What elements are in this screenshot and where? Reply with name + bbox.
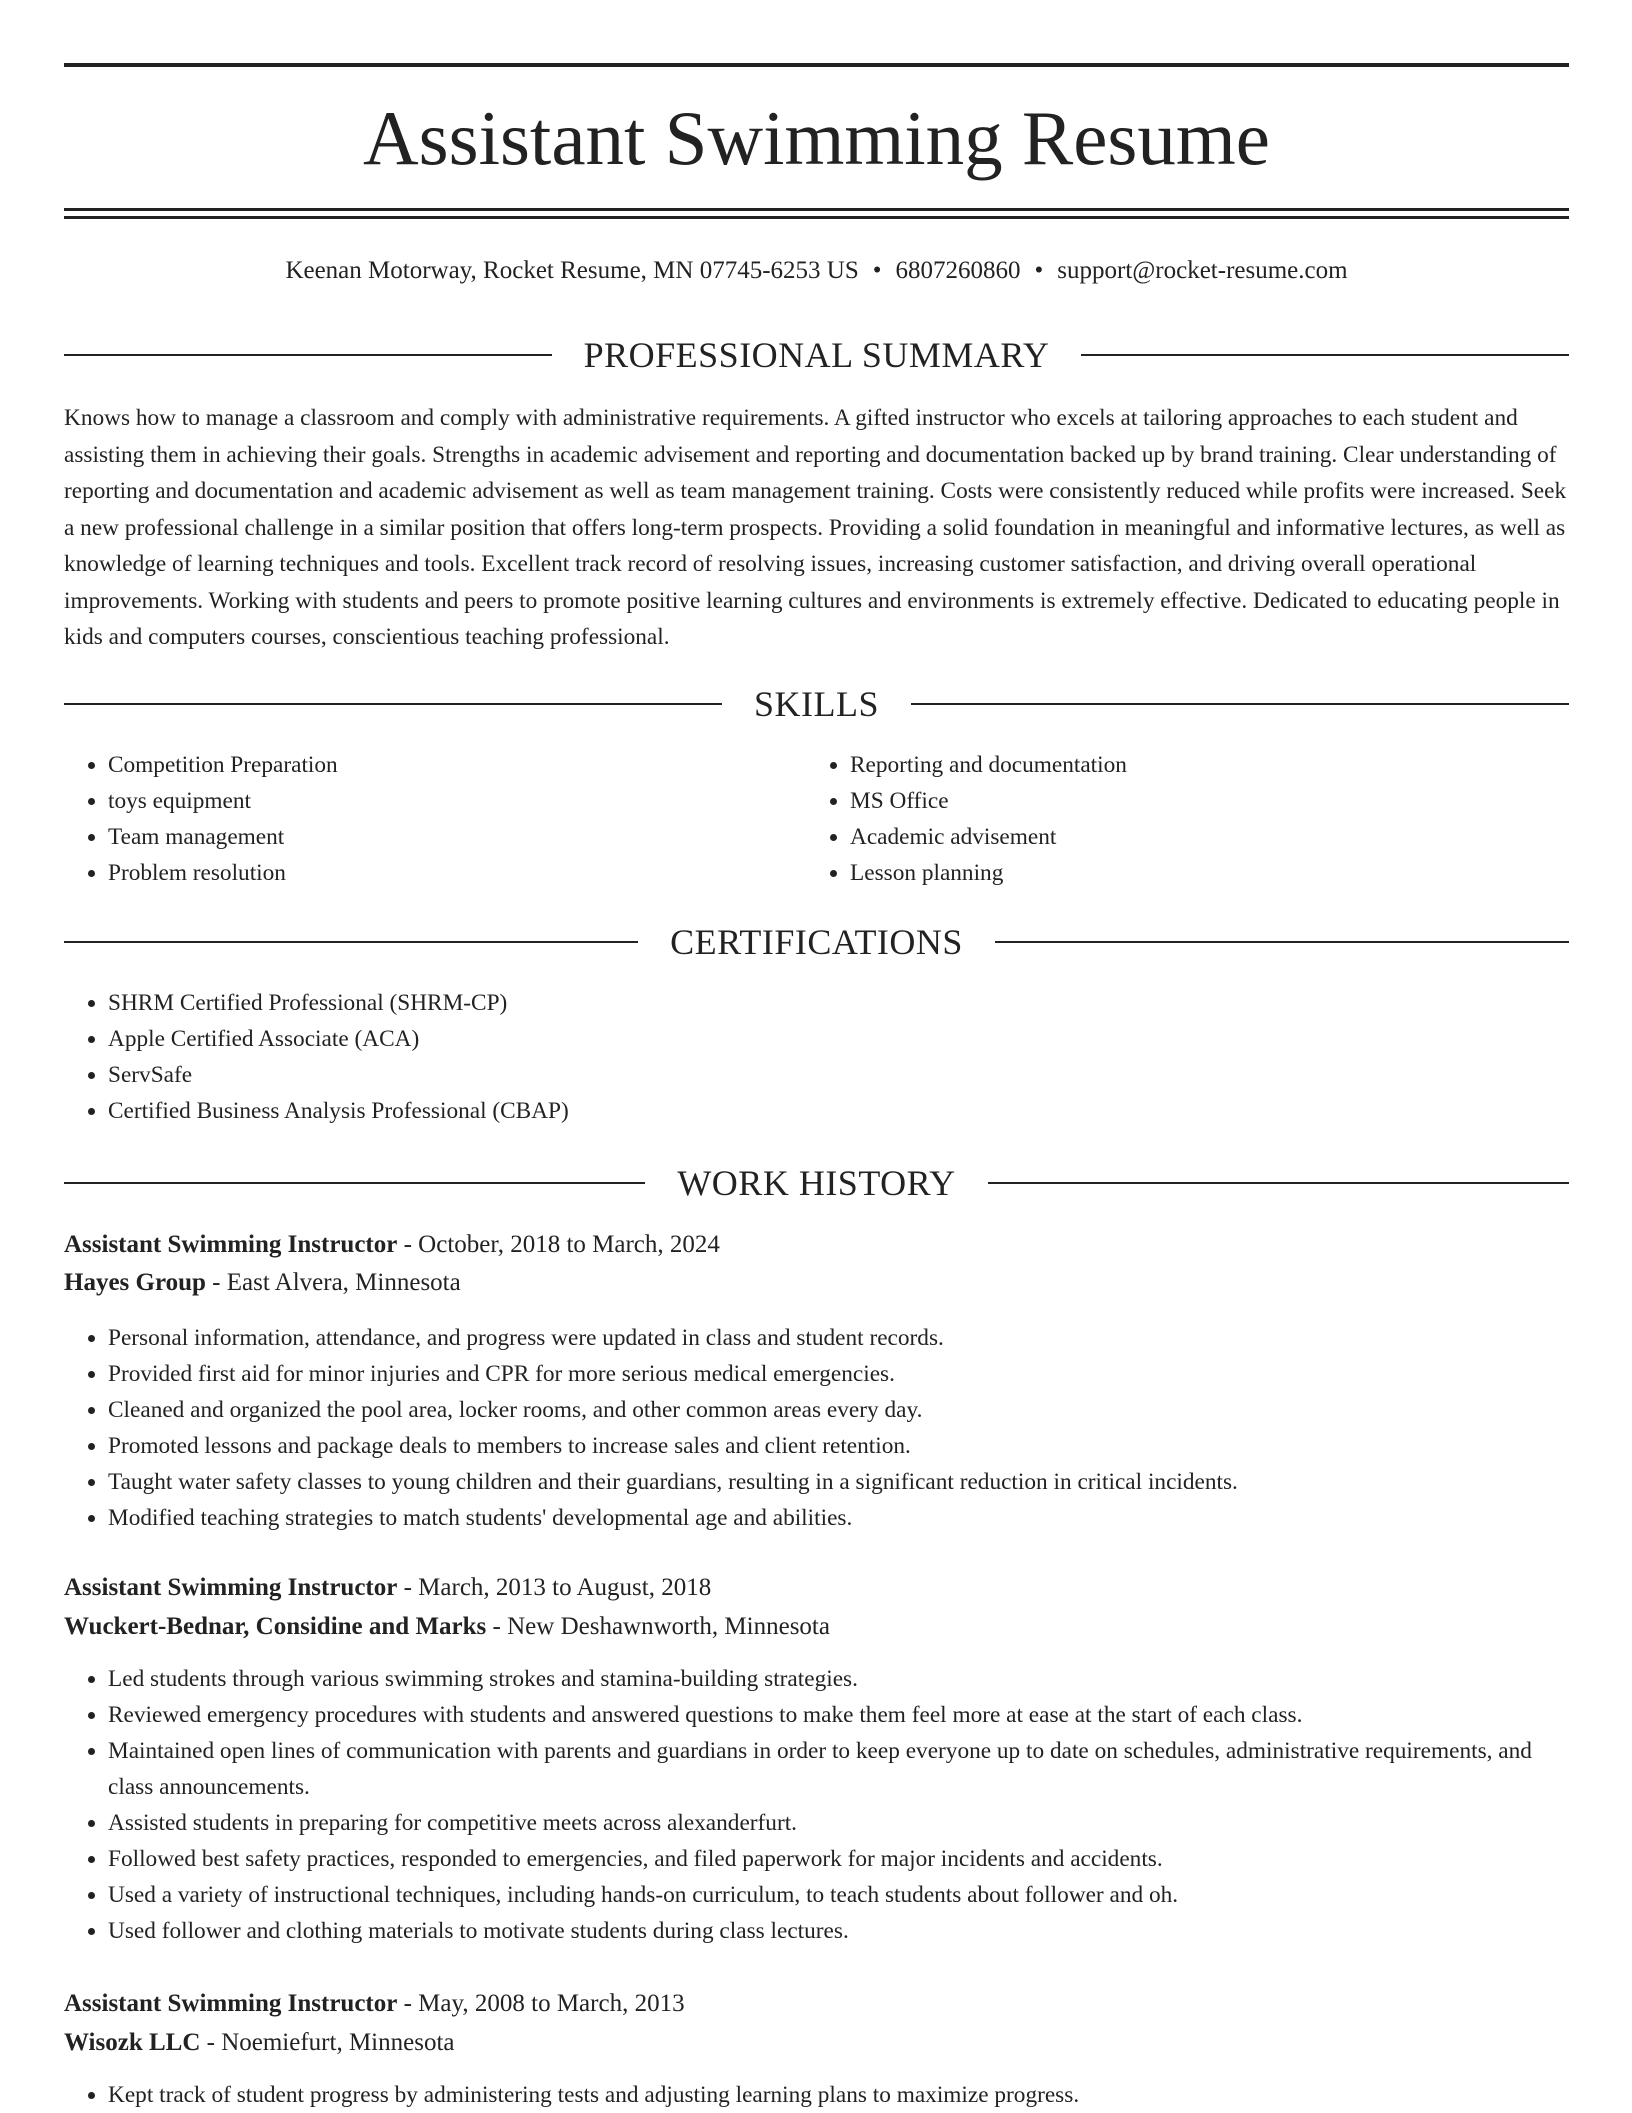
job-dates: - March, 2013 to August, 2018 bbox=[397, 1574, 712, 1601]
certifications-list bbox=[64, 985, 1569, 1129]
job-company-line bbox=[64, 1264, 1569, 1302]
job-company-line bbox=[64, 1608, 1569, 1646]
list-item: • Kept track of student progress by administering tests and adjusting learning plans to maximize progress. bbox=[108, 2077, 1569, 2113]
heading-rule-right bbox=[995, 941, 1569, 943]
job-location: - New Deshawnworth, Minnesota bbox=[486, 1613, 830, 1640]
heading-rule-right bbox=[988, 1182, 1569, 1184]
skills-column-right bbox=[806, 747, 1546, 891]
job-title-line bbox=[64, 1985, 1569, 2023]
list-item: • Reporting and documentation bbox=[850, 747, 1546, 783]
heading-rule-right bbox=[911, 703, 1569, 705]
heading-rule-left bbox=[64, 941, 638, 943]
list-item: • Academic advisement bbox=[850, 819, 1546, 855]
summary-text: Knows how to manage a classroom and comply with administrative requirements. A gifted instructor who excels at tailoring approaches to each student and assisting them in achieving their goals. Strengths in academic advisement and reporting and documentation backed up by brand training. Clear understanding of reporting and documentation and academic advisement as well as team management training. Costs were consistently reduced while profits were increased. Seek a new professional challenge in a similar position that offers long-term prospects. Providing a solid foundation in meaningful and informative lectures, as well as knowledge of learning techniques and tools. Excellent track record of resolving issues, increasing customer satisfaction, and driving overall operational improvements. Working with students and peers to promote positive learning cultures and environments is extremely effective. Dedicated to educating people in kids and computers courses, conscientious teaching professional. bbox=[64, 405, 1567, 650]
list-item: • MS Office bbox=[850, 783, 1546, 819]
job-duties-list bbox=[64, 2077, 1569, 2113]
list-item: • Apple Certified Associate (ACA) bbox=[108, 1021, 1569, 1057]
list-item: • Competition Preparation bbox=[108, 747, 804, 783]
section-heading-work bbox=[64, 1161, 1569, 1205]
section-heading-certifications bbox=[64, 920, 1569, 964]
list-item: • SHRM Certified Professional (SHRM-CP) bbox=[108, 985, 1569, 1021]
job-title-line bbox=[64, 1226, 1569, 1264]
job-title: Assistant Swimming Instructor bbox=[64, 1231, 398, 1258]
heading-rule-left bbox=[64, 703, 722, 705]
list-item: • Maintained open lines of communication with parents and guardians in order to keep everyone up to date on schedules, administrative requirements, and class announcements. bbox=[108, 1733, 1569, 1805]
list-item: • Followed best safety practices, responded to emergencies, and filed paperwork for major incidents and accidents. bbox=[108, 1841, 1569, 1877]
list-item: • Team management bbox=[108, 819, 804, 855]
job-dates: - October, 2018 to March, 2024 bbox=[397, 1231, 720, 1258]
job-duties-list bbox=[64, 1661, 1569, 1949]
top-rule bbox=[64, 63, 1569, 67]
job-location: - Noemiefurt, Minnesota bbox=[200, 2029, 455, 2056]
job-duties bbox=[64, 1320, 1569, 1536]
job-duties-list bbox=[64, 1320, 1569, 1536]
list-item: • Provided first aid for minor injuries and CPR for more serious medical emergencies. bbox=[108, 1356, 1569, 1392]
contact-email: support@rocket-resume.com bbox=[1057, 257, 1348, 284]
job-duties bbox=[64, 2077, 1569, 2113]
resume-title: Assistant Swimming Resume bbox=[363, 95, 1270, 181]
list-item: • Led students through various swimming strokes and stamina-building strategies. bbox=[108, 1661, 1569, 1697]
contact-phone: 6807260860 bbox=[895, 257, 1021, 284]
section-title: CERTIFICATIONS bbox=[670, 922, 963, 962]
job-dates: - May, 2008 to March, 2013 bbox=[397, 1990, 685, 2017]
job-location: - East Alvera, Minnesota bbox=[205, 1269, 461, 1296]
contact-separator: • bbox=[1034, 257, 1044, 284]
list-item: • Problem resolution bbox=[108, 855, 804, 891]
section-heading-skills bbox=[64, 682, 1569, 726]
list-item: • Reviewed emergency procedures with students and answered questions to make them feel more at ease at the start of each class. bbox=[108, 1697, 1569, 1733]
skills-list-right bbox=[806, 747, 1546, 891]
title-rule-lower bbox=[64, 216, 1569, 219]
heading-rule-left bbox=[64, 354, 552, 356]
job-title-line bbox=[64, 1569, 1569, 1607]
list-item: • Personal information, attendance, and progress were updated in class and student records. bbox=[108, 1320, 1569, 1356]
section-title: WORK HISTORY bbox=[677, 1163, 956, 1203]
list-item: • Certified Business Analysis Professional (CBAP) bbox=[108, 1093, 1569, 1129]
title-rule-upper bbox=[64, 208, 1569, 211]
list-item: • Lesson planning bbox=[850, 855, 1546, 891]
job-title: Assistant Swimming Instructor bbox=[64, 1990, 398, 2017]
job-company-line bbox=[64, 2024, 1569, 2062]
list-item: • Modified teaching strategies to match students' developmental age and abilities. bbox=[108, 1500, 1569, 1536]
skills-column-left bbox=[64, 747, 804, 891]
job-company: Hayes Group bbox=[64, 1269, 206, 1296]
contact-separator: • bbox=[872, 257, 882, 284]
contact-address: Keenan Motorway, Rocket Resume, MN 07745-6253 US bbox=[285, 257, 859, 284]
contact-line bbox=[64, 254, 1569, 288]
list-item: • Promoted lessons and package deals to members to increase sales and client retention. bbox=[108, 1428, 1569, 1464]
section-title: PROFESSIONAL SUMMARY bbox=[583, 335, 1050, 375]
list-item: • Used a variety of instructional techniques, including hands-on curriculum, to teach students about follower and oh. bbox=[108, 1877, 1569, 1913]
list-item: • Cleaned and organized the pool area, locker rooms, and other common areas every day. bbox=[108, 1392, 1569, 1428]
heading-rule-right bbox=[1081, 354, 1569, 356]
job-company: Wisozk LLC bbox=[64, 2029, 201, 2056]
list-item: • toys equipment bbox=[108, 783, 804, 819]
section-title: SKILLS bbox=[754, 684, 880, 724]
list-item: • Assisted students in preparing for competitive meets across alexanderfurt. bbox=[108, 1805, 1569, 1841]
job-duties bbox=[64, 1661, 1569, 1949]
list-item: • Used follower and clothing materials to motivate students during class lectures. bbox=[108, 1913, 1569, 1949]
job-company: Wuckert-Bednar, Considine and Marks bbox=[64, 1613, 487, 1640]
job-title: Assistant Swimming Instructor bbox=[64, 1574, 398, 1601]
heading-rule-left bbox=[64, 1182, 645, 1184]
list-item: • ServSafe bbox=[108, 1057, 1569, 1093]
certifications-block bbox=[64, 985, 1569, 1129]
skills-list-left bbox=[64, 747, 804, 891]
section-heading-summary bbox=[64, 333, 1569, 377]
list-item: • Taught water safety classes to young children and their guardians, resulting in a significant reduction in critical incidents. bbox=[108, 1464, 1569, 1500]
